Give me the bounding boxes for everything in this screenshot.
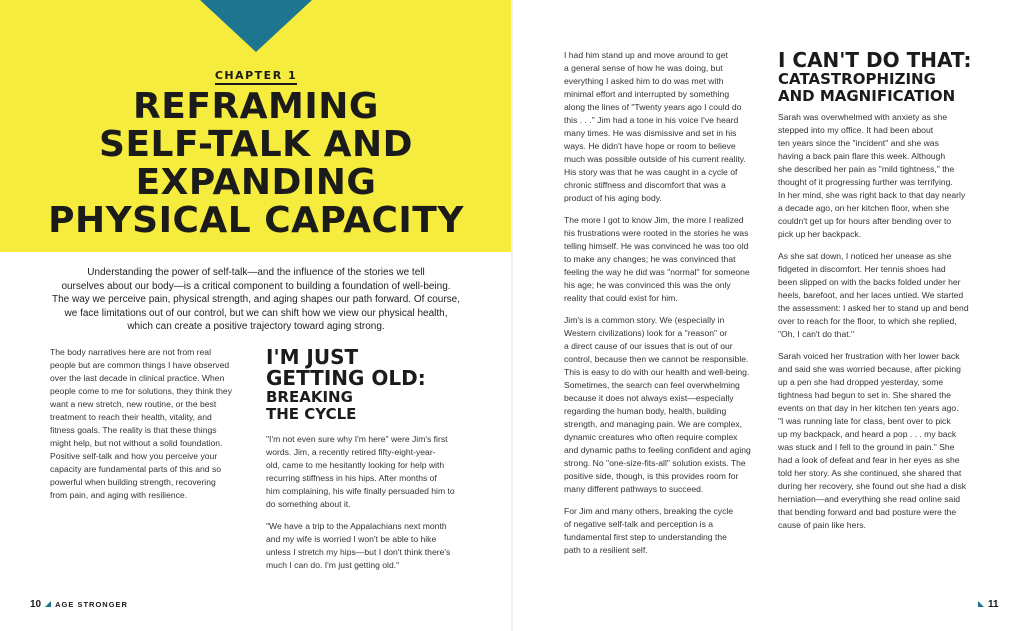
body-line: had a look of defeat and fear in her eyes as she xyxy=(778,455,960,465)
paragraph-gap xyxy=(778,341,993,350)
body-line: Positive self-talk and how you perceive your xyxy=(50,451,218,461)
body-line: ten years since the "incident" and she was xyxy=(778,138,939,148)
body-line: from pain, and aging with resilience. xyxy=(50,490,188,500)
paragraph-gap xyxy=(564,305,769,314)
body-line: over to reach for the floor, to which she replied, xyxy=(778,316,957,326)
right-page xyxy=(512,0,1024,631)
body-line: Sarah was overwhelmed with anxiety as she xyxy=(778,112,948,122)
intro-line: ourselves about our body—is a critical component to building a foundation of well-being. xyxy=(61,280,451,292)
folio-triangle-icon xyxy=(45,601,51,607)
body-line: feeling the way he did was "normal" for someone xyxy=(564,267,750,277)
body-line: been slipped on with the backs folded under her xyxy=(778,277,961,287)
body-line: words. Jim, a recently retired fifty-eight-year- xyxy=(266,447,436,457)
body-line: For Jim and many others, breaking the cycle xyxy=(564,506,734,516)
body-line: herniation—and everything she read online said xyxy=(778,494,961,504)
body-line: "We have a trip to the Appalachians next month xyxy=(266,521,447,531)
body-line: "I was running late for class, bent over to pick xyxy=(778,416,951,426)
right-column-1 xyxy=(564,49,769,557)
paragraph-gap xyxy=(778,241,993,250)
body-line: treatment to reach their health, vitality, and xyxy=(50,412,212,422)
left-column-2 xyxy=(266,433,476,572)
chapter-label xyxy=(0,69,512,82)
body-line: old, came to me hesitantly looking for help with xyxy=(266,460,445,470)
body-line: his age; he was convinced this was the only xyxy=(564,280,731,290)
intro-line: Understanding the power of self-talk—and the influence of the stories we tell xyxy=(87,267,425,278)
body-line: chronic stiffness and discomfort that was a xyxy=(564,180,726,190)
section-title-line: I'M JUST xyxy=(266,345,359,369)
body-line: This is easy to do with our health and well-being. xyxy=(564,367,750,377)
body-line: people but are common things I have observed xyxy=(50,360,230,370)
chapter-title xyxy=(0,88,512,240)
body-line: "I'm not even sure why I'm here" were Jim's first xyxy=(266,434,448,444)
body-line: want a new stretch, new routine, or the best xyxy=(50,399,217,409)
body-line: of negative self-talk and perception is a xyxy=(564,519,714,529)
body-line: heels, barefoot, and her laces untied. We started xyxy=(778,290,964,300)
intro-line: which can create a positive trajectory toward aging strong. xyxy=(127,321,385,332)
title-line: PHYSICAL CAPACITY xyxy=(48,200,464,241)
body-line: pick up her backpack. xyxy=(778,229,862,239)
body-line: a general sense of how he was doing, but xyxy=(564,63,723,73)
section-title-line: I CAN'T DO THAT: xyxy=(778,48,972,72)
section-subtitle-line: BREAKING xyxy=(266,388,353,406)
right-folio xyxy=(974,599,999,610)
body-line: over the last decade in clinical practice. When xyxy=(50,373,225,383)
right-column-2 xyxy=(778,111,993,532)
body-line: couldn't get up for hours after bending over to xyxy=(778,216,952,226)
page-number: 11 xyxy=(988,599,999,610)
body-line: unless I stretch my hips—but I don't think there's xyxy=(266,547,451,557)
body-line: positive side, though, is this provides room for xyxy=(564,471,739,481)
body-line: path to a resilient self. xyxy=(564,545,648,555)
paragraph-gap xyxy=(266,511,476,520)
body-line: the assessment: I asked her to stand up and bend xyxy=(778,303,969,313)
body-line: The body narratives here are not from real xyxy=(50,347,211,357)
body-line: strength, and managing pain. We are complex, xyxy=(564,419,743,429)
body-line: much was possible outside of his current reality. xyxy=(564,154,746,164)
body-line: up my backpack, and heard a pop . . . my back xyxy=(778,429,957,439)
chapter-label-text: CHAPTER 1 xyxy=(215,69,297,85)
chapter-intro xyxy=(50,266,462,334)
body-line: Sarah voiced her frustration with her lower back xyxy=(778,351,960,361)
section-heading-jim xyxy=(266,347,426,423)
body-line: Jim's is a common story. We (especially in xyxy=(564,315,725,325)
folio-triangle-icon xyxy=(978,601,984,607)
body-line: fundamental first step to understanding the xyxy=(564,532,727,542)
title-line: EXPANDING xyxy=(135,162,377,203)
body-line: Sometimes, the search can feel overwhelming xyxy=(564,380,740,390)
body-line: product of his aging body. xyxy=(564,193,662,203)
body-line: Western civilizations) look for a "reason" or xyxy=(564,328,728,338)
body-line: during her recovery, she found out she had a disk xyxy=(778,481,967,491)
body-line: a direct cause of our issues that is out of our xyxy=(564,341,733,351)
page-number: 10 xyxy=(30,599,42,610)
body-line: fitness goals. The reality is that these things xyxy=(50,425,217,435)
body-line: dynamic creatures who often require complex xyxy=(564,432,738,442)
body-line: powerful when building strength, recovering xyxy=(50,477,216,487)
body-line: "Oh, I can't do that." xyxy=(778,329,855,339)
left-column-1 xyxy=(50,346,250,502)
section-subtitle-line: CATASTROPHIZING xyxy=(778,70,936,88)
section-subtitle-line: AND MAGNIFICATION xyxy=(778,87,956,105)
body-line: fidgeted in discomfort. Her tennis shoes had xyxy=(778,264,946,274)
intro-line: we face limitations out of our control, but we can shift how we view our physical health, xyxy=(64,307,448,319)
body-line: ways. He didn't have hope or room to believe xyxy=(564,141,736,151)
title-line: SELF-TALK AND xyxy=(99,124,413,165)
body-line: many times. He was dismissive and set in his xyxy=(564,128,737,138)
section-title-line: GETTING OLD: xyxy=(266,366,426,390)
body-line: might help, but not without a solid foundation. xyxy=(50,438,223,448)
decorative-triangle xyxy=(200,0,312,52)
body-line: events on that day in her kitchen ten years ago. xyxy=(778,403,959,413)
body-line: I had him stand up and move around to get xyxy=(564,50,728,60)
section-heading-sarah xyxy=(778,50,971,105)
body-line: cause of pain like hers. xyxy=(778,520,866,530)
body-line: to make any changes; he was convinced that xyxy=(564,254,736,264)
body-line: stepped into my office. It had been about xyxy=(778,125,934,135)
body-line: telling himself. He was convinced he was too old xyxy=(564,241,749,251)
body-line: told her story. As she continued, she shared that xyxy=(778,468,962,478)
body-line: having a back pain flare this week. Although xyxy=(778,151,946,161)
body-line: and my wife is worried I won't be able to hike xyxy=(266,534,437,544)
body-line: do something about it. xyxy=(266,499,351,509)
body-line: along the lines of "Twenty years ago I could do xyxy=(564,102,742,112)
body-line: minimal effort and interrupted by something xyxy=(564,89,730,99)
body-line: recurring stiffness in his hips. After months of xyxy=(266,473,437,483)
body-line: The more I got to know Jim, the more I realized xyxy=(564,215,744,225)
body-line: a decade ago, on her kitchen floor, when she xyxy=(778,203,950,213)
body-line: his frustrations were rooted in the stories he was xyxy=(564,228,749,238)
body-line: regarding the human body, health, building xyxy=(564,406,727,416)
body-line: people come to me for solutions, they think they xyxy=(50,386,233,396)
body-line: was stuck and I fell to the ground in pain." She xyxy=(778,442,955,452)
section-subtitle-line: THE CYCLE xyxy=(266,405,357,423)
paragraph-gap xyxy=(564,205,769,214)
running-head: AGE STRONGER xyxy=(55,600,128,609)
body-line: she described her pain as "mild tightness," the xyxy=(778,164,955,174)
body-line: because it does not always exist—especially xyxy=(564,393,734,403)
body-line: capacity are fundamental parts of this and so xyxy=(50,464,222,474)
paragraph-gap xyxy=(564,496,769,505)
body-line: that bending forward and bad posture were the xyxy=(778,507,957,517)
body-line: many different pathways to succeed. xyxy=(564,484,704,494)
body-line: much I can do. I'm just getting old." xyxy=(266,560,400,570)
body-line: tightness had begun to set in. She shared the xyxy=(778,390,951,400)
body-line: His story was that he was caught in a cycle of xyxy=(564,167,738,177)
title-line: REFRAMING xyxy=(133,86,379,127)
body-line: reality that could exist for him. xyxy=(564,293,678,303)
body-line: control, because then we cannot be responsible. xyxy=(564,354,749,364)
body-line: and dynamic paths to feeling confident and aging xyxy=(564,445,751,455)
body-line: In her mind, she was right back to that day nearly xyxy=(778,190,966,200)
body-line: As she sat down, I noticed her unease as she xyxy=(778,251,952,261)
left-folio xyxy=(30,599,128,610)
body-line: and said she was worried because, after picking xyxy=(778,364,961,374)
body-line: this . . ." Jim had a tone in his voice I've heard xyxy=(564,115,739,125)
body-line: up a pen she had dropped yesterday, some xyxy=(778,377,944,387)
intro-line: The way we perceive pain, physical strength, and aging shapes our path forward. Of course, xyxy=(51,294,460,305)
body-line: him complaining, his wife finally persuaded him to xyxy=(266,486,455,496)
body-line: thought of it progressing further was terrifying. xyxy=(778,177,953,187)
body-line: everything I asked him to do was met with xyxy=(564,76,724,86)
body-line: strong. No "one-size-fits-all" solution exists. The xyxy=(564,458,746,468)
